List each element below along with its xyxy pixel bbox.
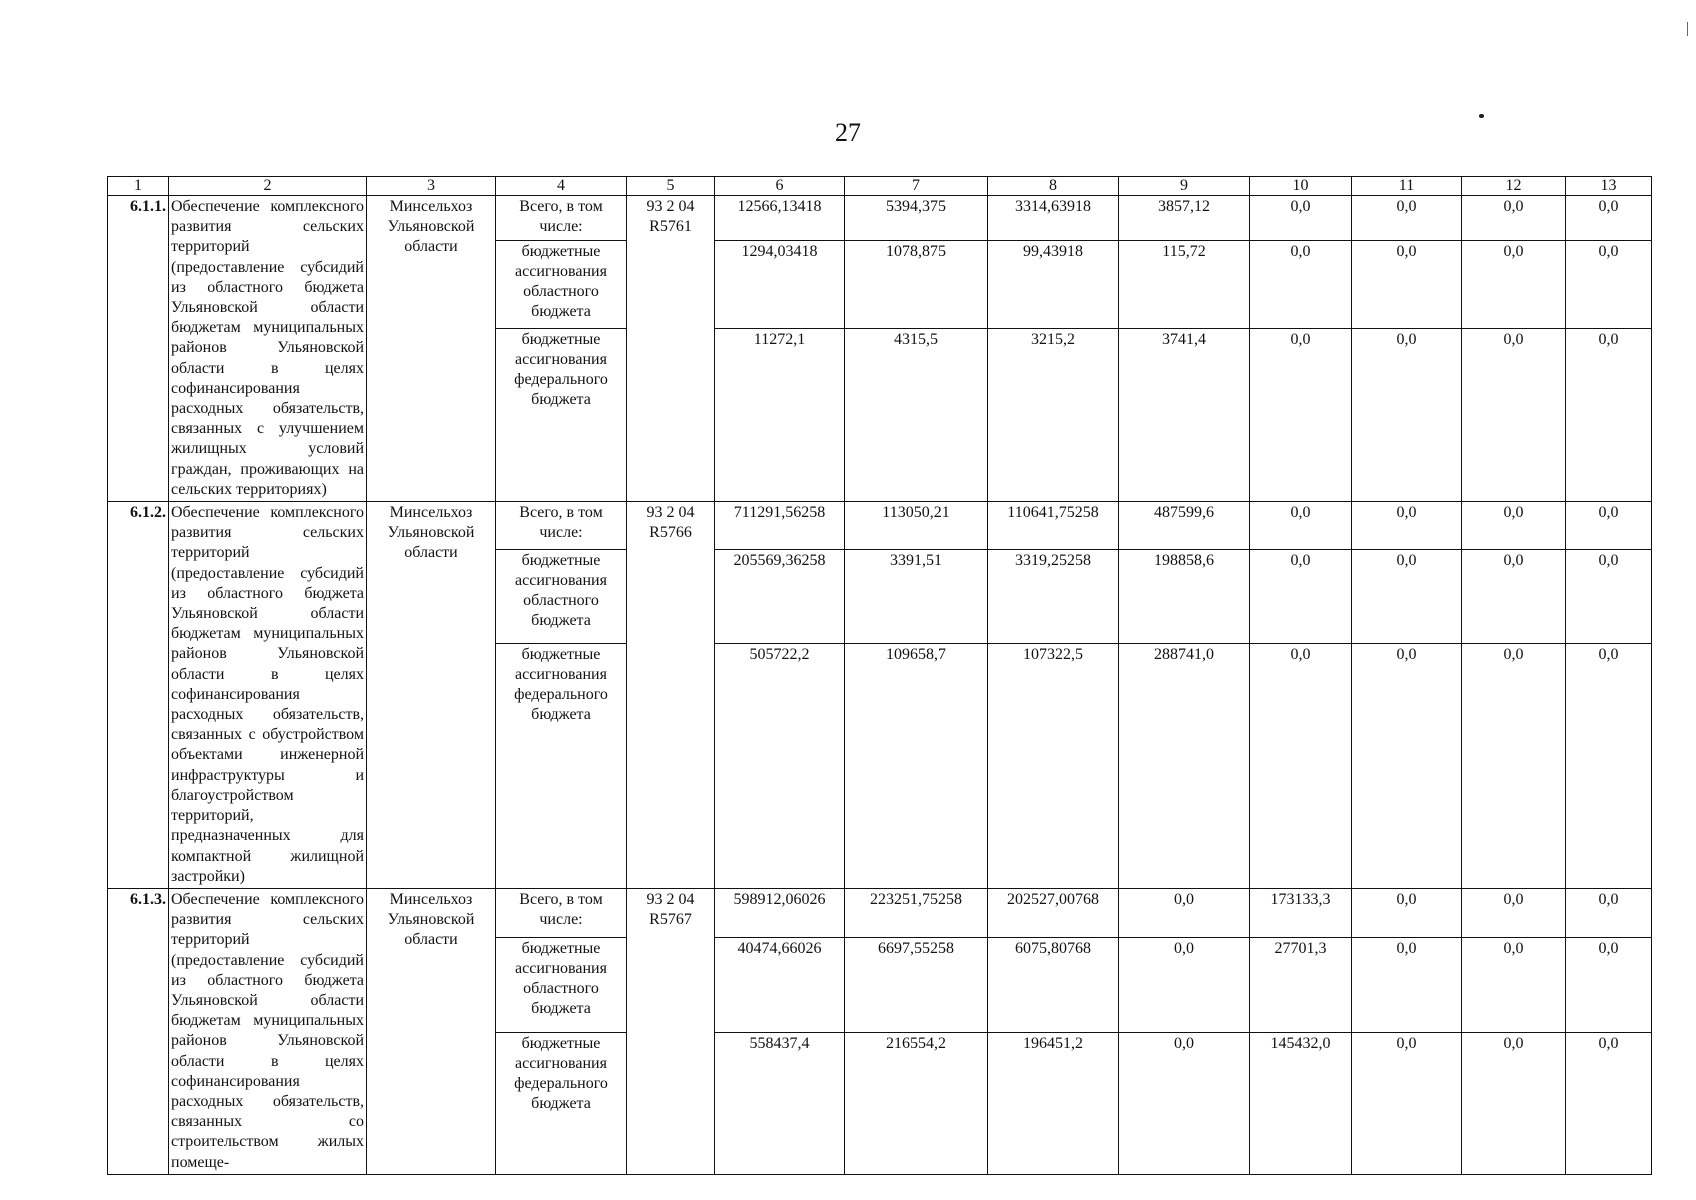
amount-cell: 0,0: [1462, 241, 1566, 329]
amount-cell: 0,0: [1566, 241, 1652, 329]
amount-cell: 113050,21: [845, 502, 988, 550]
amount-cell: 0,0: [1566, 1032, 1652, 1174]
header-cell: 11: [1352, 177, 1462, 196]
amount-cell: 109658,7: [845, 643, 988, 888]
funding-source: бюджетные ассигнования областного бюджета: [496, 241, 627, 329]
amount-cell: 0,0: [1566, 502, 1652, 550]
funding-source: Всего, в том числе:: [496, 196, 627, 241]
amount-cell: 0,0: [1462, 502, 1566, 550]
amount-cell: 0,0: [1352, 328, 1462, 501]
header-cell: 12: [1462, 177, 1566, 196]
executor-cell: Минсельхоз Ульяновской области: [367, 888, 496, 1174]
amount-cell: 3314,63918: [988, 196, 1119, 241]
amount-cell: 6697,55258: [845, 938, 988, 1033]
budget-code: 93 2 04 R5761: [627, 196, 715, 502]
activity-number: 6.1.3.: [108, 888, 169, 1174]
funding-source: бюджетные ассигнования федерального бюджета: [496, 643, 627, 888]
header-cell: 7: [845, 177, 988, 196]
funding-source: Всего, в том числе:: [496, 502, 627, 550]
amount-cell: 0,0: [1352, 241, 1462, 329]
amount-cell: 3391,51: [845, 550, 988, 643]
amount-cell: 223251,75258: [845, 888, 988, 937]
amount-cell: 0,0: [1566, 643, 1652, 888]
budget-code: 93 2 04 R5766: [627, 502, 715, 889]
amount-cell: 0,0: [1250, 502, 1352, 550]
amount-cell: 1294,03418: [715, 241, 845, 329]
amount-cell: 115,72: [1119, 241, 1250, 329]
amount-cell: 205569,36258: [715, 550, 845, 643]
amount-cell: 288741,0: [1119, 643, 1250, 888]
activity-name: Обеспечение комплексного развития сельских территорий (предоставление субсидий из областного бюджета Ульяновской области бюджетам муниципальных районов Ульяновской области в целях софинансирования расходных обязательств, связанных с обустройством объектами инженерной инфраструктуры и благоустройством территорий, предназначенных для компактной жилищной застройки): [169, 502, 367, 889]
header-cell: 8: [988, 177, 1119, 196]
scan-edge-mark: [1687, 22, 1688, 36]
amount-cell: 198858,6: [1119, 550, 1250, 643]
amount-cell: 216554,2: [845, 1032, 988, 1174]
amount-cell: 711291,56258: [715, 502, 845, 550]
amount-cell: 202527,00768: [988, 888, 1119, 937]
amount-cell: 0,0: [1119, 888, 1250, 937]
activity-number: 6.1.1.: [108, 196, 169, 502]
amount-cell: 505722,2: [715, 643, 845, 888]
amount-cell: 3857,12: [1119, 196, 1250, 241]
amount-cell: 0,0: [1566, 196, 1652, 241]
header-cell: 10: [1250, 177, 1352, 196]
amount-cell: 0,0: [1250, 196, 1352, 241]
funding-source: бюджетные ассигнования областного бюджета: [496, 938, 627, 1033]
amount-cell: 0,0: [1352, 502, 1462, 550]
amount-cell: 487599,6: [1119, 502, 1250, 550]
amount-cell: 3741,4: [1119, 328, 1250, 501]
amount-cell: 107322,5: [988, 643, 1119, 888]
amount-cell: 145432,0: [1250, 1032, 1352, 1174]
funding-source: Всего, в том числе:: [496, 888, 627, 937]
amount-cell: 0,0: [1462, 1032, 1566, 1174]
budget-code: 93 2 04 R5767: [627, 888, 715, 1174]
header-cell: 1: [108, 177, 169, 196]
amount-cell: 0,0: [1352, 550, 1462, 643]
amount-cell: 0,0: [1250, 328, 1352, 501]
amount-cell: 27701,3: [1250, 938, 1352, 1033]
amount-cell: 0,0: [1250, 550, 1352, 643]
header-cell: 9: [1119, 177, 1250, 196]
amount-cell: 0,0: [1352, 643, 1462, 888]
amount-cell: 0,0: [1462, 643, 1566, 888]
funding-source: бюджетные ассигнования федерального бюджета: [496, 328, 627, 501]
amount-cell: 173133,3: [1250, 888, 1352, 937]
page-number: 27: [835, 118, 861, 147]
amount-cell: 0,0: [1119, 1032, 1250, 1174]
amount-cell: 0,0: [1250, 241, 1352, 329]
activity-number: 6.1.2.: [108, 502, 169, 889]
amount-cell: 3319,25258: [988, 550, 1119, 643]
funding-source: бюджетные ассигнования федерального бюджета: [496, 1032, 627, 1174]
amount-cell: 0,0: [1119, 938, 1250, 1033]
amount-cell: 3215,2: [988, 328, 1119, 501]
amount-cell: 0,0: [1250, 643, 1352, 888]
header-cell: 5: [627, 177, 715, 196]
amount-cell: 11272,1: [715, 328, 845, 501]
amount-cell: 4315,5: [845, 328, 988, 501]
amount-cell: 5394,375: [845, 196, 988, 241]
header-cell: 6: [715, 177, 845, 196]
budget-table: [107, 176, 1652, 1175]
funding-source: бюджетные ассигнования областного бюджета: [496, 550, 627, 643]
executor-cell: Минсельхоз Ульяновской области: [367, 196, 496, 502]
header-cell: 4: [496, 177, 627, 196]
amount-cell: 110641,75258: [988, 502, 1119, 550]
activity-name: Обеспечение комплексного развития сельских территорий (предоставление субсидий из областного бюджета Ульяновской области бюджетам муниципальных районов Ульяновской области в целях софинансирования расходных обязательств, связанных с улучшением жилищных условий граждан, проживающих на сельских территориях): [169, 196, 367, 502]
amount-cell: 598912,06026: [715, 888, 845, 937]
amount-cell: 0,0: [1566, 328, 1652, 501]
column-number-header-row: [108, 177, 1652, 196]
amount-cell: 99,43918: [988, 241, 1119, 329]
activity-name: Обеспечение комплексного развития сельских территорий (предоставление субсидий из областного бюджета Ульяновской области бюджетам муниципальных районов Ульяновской области в целях софинансирования расходных обязательств, связанных со строительством жилых помеще-: [169, 888, 367, 1174]
amount-cell: 12566,13418: [715, 196, 845, 241]
amount-cell: 0,0: [1352, 938, 1462, 1033]
amount-cell: 0,0: [1462, 888, 1566, 937]
amount-cell: 6075,80768: [988, 938, 1119, 1033]
amount-cell: 0,0: [1352, 888, 1462, 937]
amount-cell: 40474,66026: [715, 938, 845, 1033]
activity-row: [108, 196, 1652, 241]
amount-cell: 0,0: [1566, 938, 1652, 1033]
amount-cell: 558437,4: [715, 1032, 845, 1174]
amount-cell: 0,0: [1352, 1032, 1462, 1174]
amount-cell: 0,0: [1462, 550, 1566, 643]
header-cell: 13: [1566, 177, 1652, 196]
amount-cell: 1078,875: [845, 241, 988, 329]
executor-cell: Минсельхоз Ульяновской области: [367, 502, 496, 889]
amount-cell: 0,0: [1462, 938, 1566, 1033]
scan-dot-mark: [1479, 114, 1484, 118]
amount-cell: 196451,2: [988, 1032, 1119, 1174]
header-cell: 2: [169, 177, 367, 196]
activity-row: [108, 502, 1652, 550]
amount-cell: 0,0: [1566, 888, 1652, 937]
amount-cell: 0,0: [1462, 328, 1566, 501]
amount-cell: 0,0: [1352, 196, 1462, 241]
header-cell: 3: [367, 177, 496, 196]
activity-row: [108, 888, 1652, 937]
amount-cell: 0,0: [1566, 550, 1652, 643]
amount-cell: 0,0: [1462, 196, 1566, 241]
